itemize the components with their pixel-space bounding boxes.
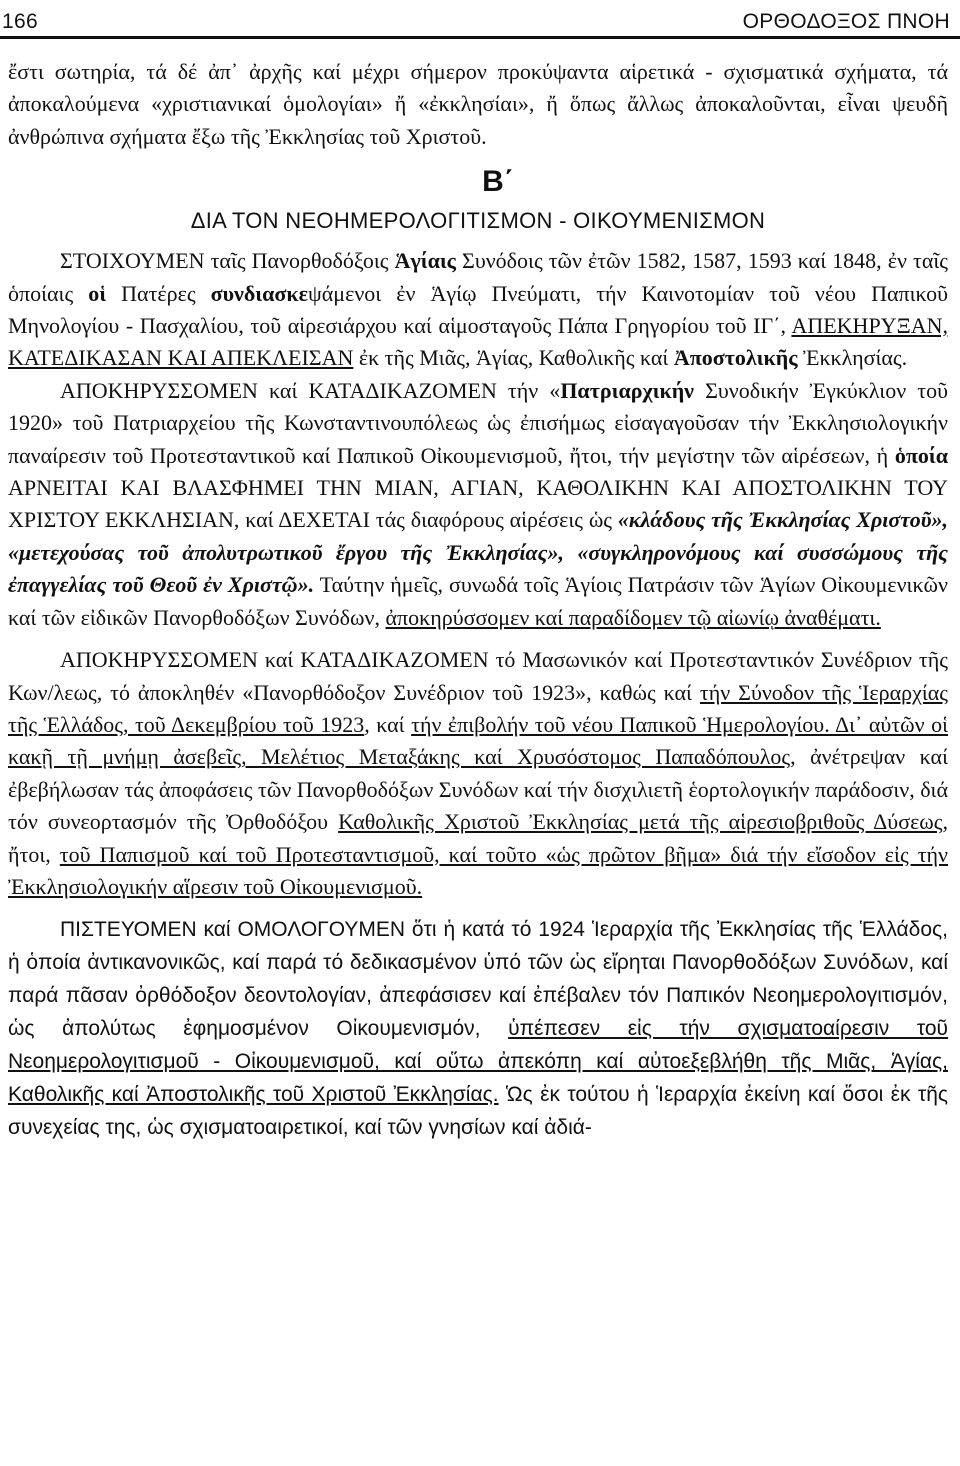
p2-underlined: ἀποκηρύσσομεν καί παραδίδομεν τῷ αἰωνίῳ ἀναθέματι. <box>385 604 881 630</box>
p2-bold-italic: «κλάδους τῆς Ἐκκλησίας Χριστοῦ», «μετεχούσας τοῦ ἀπολυτρωτικοῦ ἔργου τῆς Ἐκκλησίας», «συγκληρονόμους καί συσσώμους τῆς ἐπαγγελίας τοῦ Θεοῦ ἐν Χριστῷ». <box>8 507 948 598</box>
p2-bold: Πατριαρχικήν <box>560 377 695 403</box>
p3-underlined: τήν Σύνοδον τῆς Ἱεραρχίας τῆς Ἑλλάδος, τοῦ Δεκεμβρίου τοῦ 1923 <box>8 679 949 737</box>
running-title: ΟΡΘΟΔΟΞΟΣ ΠΝΟΗ <box>742 10 950 33</box>
p1-bold: Ἁγίαις <box>394 248 456 274</box>
p1-bold: συνδιασκε <box>210 280 308 306</box>
paragraph-stoichoumen <box>8 245 948 375</box>
p4-text: ΠΙΣΤΕΥΟΜΕΝ καί ΟΜΟΛΟΓΟΥΜΕΝ ὅτι ἡ κατά τό 1924 Ἱεραρχία τῆς Ἐκκλησίας τῆς Ἑλλάδος, ἡ ὁποία ἀντικανονικῶς, καί παρά τό δεδικασμένον ὑπό τῶν ὡς εἴρηται Πανορθοδόξων Συνόδων, καί παρά πᾶσαν ὀρθόδοξον δεοντολογίαν, ἀπεφάσισεν καί ἐπέβαλεν τόν Παπικόν Νεοημερολογιτισμόν, ὡς ἀπολύτως ἐφημοσμένον Οἰκουμενισμόν, <box>8 918 948 1041</box>
p3-text: , ἤτοι, <box>8 809 948 867</box>
p1-underlined: ΑΠΕΚΗΡΥΞΑΝ, ΚΑΤΕΔΙΚΑΣΑΝ ΚΑΙ ΑΠΕΚΛΕΙΣΑΝ <box>8 313 948 371</box>
section-letter: Β΄ <box>482 165 514 199</box>
paragraph-congress-1923 <box>8 644 948 903</box>
p3-text: , καί <box>364 711 412 737</box>
p3-text: ΑΠΟΚΗΡΥΣΣΟΜΕΝ καί ΚΑΤΑΔΙΚΑΖΟΜΕΝ τό Μασωνικόν καί Προτεσταντικόν Συνέδριον τῆς Κων/λεως, τό ἀποκληθέν «Πανορθόδοξον Συνέδριον τοῦ 1923», καθώς καί <box>8 647 948 705</box>
page-number: 166 <box>2 10 38 33</box>
p1-text: Συνόδοις τῶν ἐτῶν 1582, 1587, 1593 καί 1848, ἐν ταῖς ὁποίαις <box>8 248 948 306</box>
p1-text: ἐκ τῆς Μιᾶς, Ἁγίας, Καθολικῆς καί <box>353 345 674 371</box>
p1-text: ψάμενοι ἐν Ἁγίῳ Πνεύματι, τήν Καινοτομίαν τοῦ νέου Παπικοῦ Μηνολογίου - Πασχαλίου, τοῦ αἱρεσιάρχου καί αἱμοσταγοῦς Πάπα Γρηγορίου τοῦ ΙΓ΄, <box>8 280 949 339</box>
page-header <box>0 0 960 39</box>
p1-bold: Ἀποστολικῆς <box>673 345 798 371</box>
intro-text: ἔστι σωτηρία, τά δέ ἀπ᾿ ἀρχῆς καί μέχρι σήμερον προκύψαντα αἱρετικά - σχισματικά σχήματα, τά ἀποκαλούμενα «χριστιανικαί ὁμολογίαι» ἤ «ἐκκλησίαι», ἤ ὅπως ἄλλως ἀποκαλοῦνται, εἶναι ψευδῆ ἀνθρώπινα σχήματα ἔξω τῆς Ἐκκλησίας τοῦ Χριστοῦ. <box>8 59 948 149</box>
p2-text: ΑΡΝΕΙΤΑΙ ΚΑΙ ΒΛΑΣΦΗΜΕΙ ΤΗΝ ΜΙΑΝ, ΑΓΙΑΝ, ΚΑΘΟΛΙΚΗΝ ΚΑΙ ΑΠΟΣΤΟΛΙΚΗΝ ΤΟΥ ΧΡΙΣΤΟΥ ΕΚΚΛΗΣΙΑΝ, καί ΔΕΧΕΤΑΙ τάς διαφόρους αἱρέσεις ὡς <box>8 475 948 533</box>
p3-text: , ἀνέτρεψαν καί ἐβεβήλωσαν τάς ἀποφάσεις τῶν Πανορθοδόξων Συνόδων καί τήν δισχιλιετῆ ἑορτολογικήν παράδοσιν, διά τόν συνεορτασμόν τῆς Ὀρθοδόξου <box>8 744 949 835</box>
p3-underlined: τήν ἐπιβολήν τοῦ νέου Παπικοῦ Ἡμερολογίου. Δι᾿ αὐτῶν οἱ κακῇ τῇ μνήμῃ ἀσεβεῖς, Μελέτιος Μεταξάκης καί Χρυσόστομος Παπαδόπουλος <box>8 711 949 770</box>
p4-text: Ὡς ἐκ τούτου ἡ Ἱεραρχία ἐκείνη καί ὅσοι ἐκ τῆς συνεχείας της, ὡς σχισματοαιρετικοί, καί τῶν γνησίων καί ἀδιά- <box>8 1083 948 1140</box>
p2-text: ΑΠΟΚΗΡΥΣΣΟΜΕΝ καί ΚΑΤΑΔΙΚΑΖΟΜΕΝ τήν « <box>60 377 561 403</box>
p1-text: ΣΤΟΙΧΟΥΜΕΝ ταῖς Πανορθοδόξοις <box>60 248 395 274</box>
p4-underlined: ὑπέπεσεν εἰς τήν σχισματοαίρεσιν τοῦ Νεοημερολογιτισμοῦ - Οἰκουμενισμοῦ, καί οὕτω ἀπεκόπη καί αὐτοεξεβλήθη τῆς Μιᾶς, Ἁγίας, Καθολικῆς καί Ἀποστολικῆς τοῦ Χριστοῦ Ἐκκλησίας. <box>8 1017 948 1107</box>
p1-text: Ἐκκλησίας. <box>797 345 908 371</box>
p3-underlined: τοῦ Παπισμοῦ καί τοῦ Προτεσταντισμοῦ, καί τοῦτο «ὡς πρῶτον βῆμα» διά τήν εἴσοδον εἰς τήν Ἐκκλησιολογικήν αἵρεσιν τοῦ Οἰκουμενισμοῦ. <box>8 841 948 899</box>
p3-underlined: Καθολικῆς Χριστοῦ Ἐκκλησίας μετά τῆς αἱρεσιοβριθοῦς Δύσεως <box>338 809 943 835</box>
p2-text: Ταύτην ἡμεῖς, συνωδά τοῖς Ἁγίοις Πατράσιν τῶν Ἁγίων Οἰκουμενικῶν καί τῶν εἰδικῶν Πανορθοδόξων Συνόδων, <box>8 572 948 630</box>
paragraph-encyclical-1920 <box>8 375 948 634</box>
p1-text: Πατέρες <box>106 280 211 306</box>
p2-text: Συνοδικήν Ἐγκύκλιον τοῦ 1920» τοῦ Πατριαρχείου τῆς Κωνσταντινουπόλεως ὡς ἐπισήμως εἰσαγαγοῦσαν τήν Ἐκκλησιολογικήν παναίρεσιν τοῦ Προτεσταντικοῦ καί Παπικοῦ Οἰκουμενισμοῦ, ἤτοι, τήν μεγίστην τῶν αἱρέσεων, ἡ <box>8 377 948 468</box>
paragraph-pisteuomen <box>8 913 948 1144</box>
p1-bold: οἱ <box>88 280 107 306</box>
intro-paragraph <box>8 56 948 153</box>
section-title: ΔΙΑ ΤΟΝ ΝΕΟΗΜΕΡΟΛΟΓΙΤΙΣΜΟΝ - ΟΙΚΟΥΜΕΝΙΣΜΟΝ <box>190 208 766 234</box>
p2-bold: ὁποία <box>894 442 948 468</box>
